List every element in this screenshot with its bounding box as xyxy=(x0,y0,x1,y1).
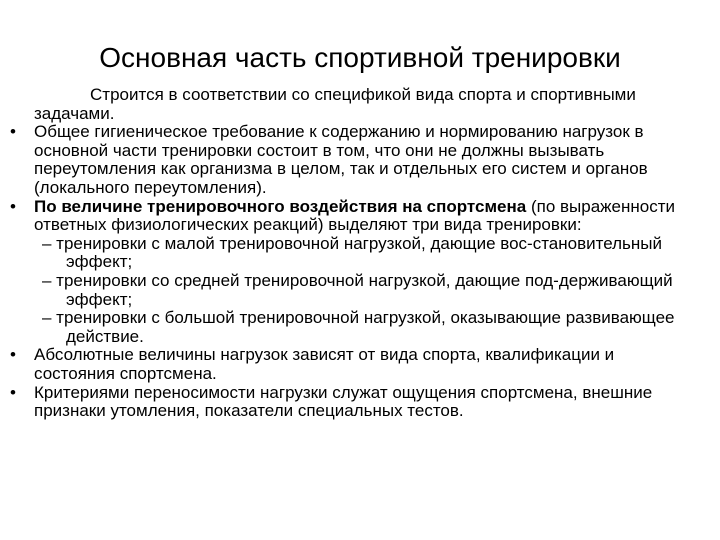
slide-title: Основная часть спортивной тренировки xyxy=(99,42,621,73)
bullet-icon: • xyxy=(10,382,16,402)
bullet-icon: • xyxy=(10,196,16,216)
slide-body xyxy=(0,86,720,421)
sub-item: – тренировки с большой тренировочной нагрузкой, оказывающие развивающее действие. xyxy=(42,308,675,346)
bullet-icon: • xyxy=(10,122,16,142)
bullet-item xyxy=(0,346,720,383)
bullet-text: (по выраженности ответных физиологических реакций) выделяют три вида тренировки: xyxy=(34,196,676,235)
bullet-item xyxy=(0,384,720,421)
bullet-item xyxy=(0,198,720,235)
bullet-icon: • xyxy=(10,345,16,365)
intro-paragraph: Строится в соответствии со спецификой вида спорта и спортивными задачами. xyxy=(34,85,636,123)
bullet-text: Общее гигиеническое требование к содержанию и нормированию нагрузок в основной части тренировки состоит в том, что они не должны вызывать переутомления как организма в целом, так и отдельных его систем и органов (локального переутомления). xyxy=(34,122,648,197)
bullet-bold-text: По величине тренировочного воздействия на спортсмена xyxy=(34,196,527,216)
sub-item: – тренировки с малой тренировочной нагрузкой, дающие вос-становительный эффект; xyxy=(42,233,662,272)
bullet-item xyxy=(0,123,720,197)
sub-item: – тренировки со средней тренировочной нагрузкой, дающие под-держивающий эффект; xyxy=(42,270,673,309)
bullet-text: Критериями переносимости нагрузки служат ощущения спортсмена, внешние признаки утомления, показатели специальных тестов. xyxy=(34,382,653,421)
bullet-text: Абсолютные величины нагрузок зависят от вида спорта, квалификации и состояния спортсмена. xyxy=(34,345,615,383)
